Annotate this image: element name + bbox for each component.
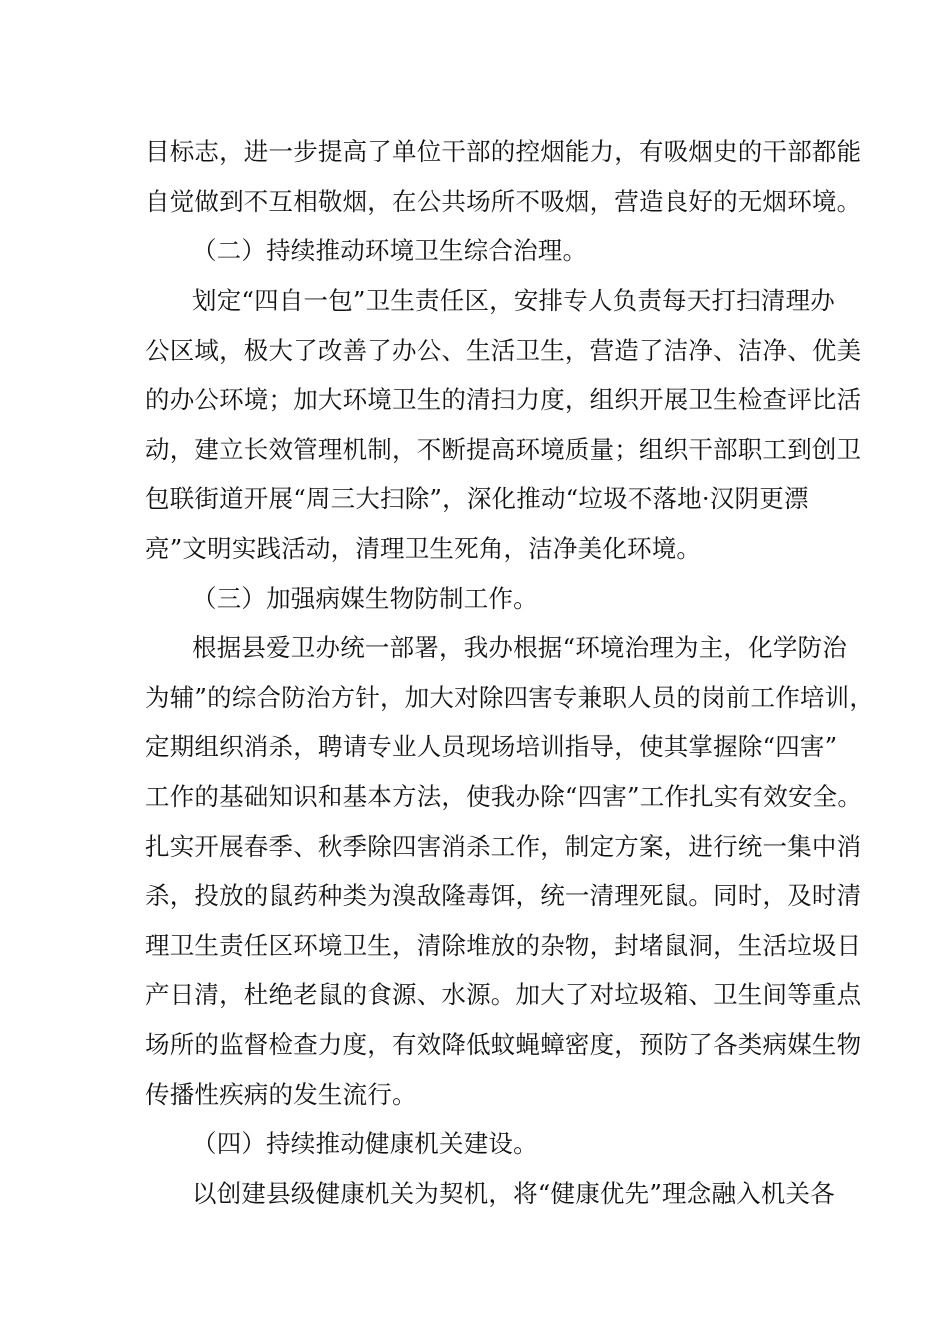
body-text-line: 场所的监督检查力度，有效降低蚊蝇蟑密度，预防了各类病媒生物 [145,1030,862,1059]
body-text-line: 包联街道开展“周三大扫除”，深化推动“垃圾不落地·汉阴更漂 [145,484,809,513]
body-text-line: 根据县爱卫办统一部署，我办根据“环境治理为主，化学防治 [192,633,847,662]
body-text-line: 划定“四自一包”卫生责任区，安排专人负责每天打扫清理办 [192,286,835,315]
body-text-line: 自觉做到不互相敬烟，在公共场所不吸烟，营造良好的无烟环境。 [145,187,862,216]
body-text-line: 的办公环境；加大环境卫生的清扫力度，组织开展卫生检查评比活 [145,385,862,414]
body-text-line: 公区域，极大了改善了办公、生活卫生，营造了洁净、洁净、优美 [145,336,862,365]
body-text-line: 亮”文明实践活动，清理卫生死角，洁净美化环境。 [145,534,702,563]
body-text-line: 为辅”的综合防治方针，加大对除四害专兼职人员的岗前工作培训， [145,683,875,712]
body-text-line: 扎实开展春季、秋季除四害消杀工作，制定方案，进行统一集中消 [145,832,862,861]
body-text-line: 杀，投放的鼠药种类为溴敌隆毒饵，统一清理死鼠。同时，及时清 [145,881,862,910]
section-heading-2: （二）持续推动环境卫生综合治理。 [192,236,588,265]
body-text-line: 以创建县级健康机关为契机，将“健康优先”理念融入机关各 [192,1179,835,1208]
body-text-line: 工作的基础知识和基本方法，使我办除“四害”工作扎实有效安全。 [145,782,863,811]
body-text-line: 产日清，杜绝老鼠的食源、水源。加大了对垃圾箱、卫生间等重点 [145,980,862,1009]
body-text-line: 定期组织消杀，聘请专业人员现场培训指导，使其掌握除“四害” [145,732,838,761]
body-text-line: 理卫生责任区环境卫生，清除堆放的杂物，封堵鼠洞，生活垃圾日 [145,931,862,960]
section-heading-3: （三）加强病媒生物防制工作。 [192,584,538,613]
body-text-line: 动，建立长效管理机制，不断提高环境质量；组织干部职工到创卫 [145,435,862,464]
body-text-line: 传播性疾病的发生流行。 [145,1080,417,1109]
section-heading-4: （四）持续推动健康机关建设。 [192,1129,538,1158]
body-text-line: 目标志，进一步提高了单位干部的控烟能力，有吸烟史的干部都能 [145,137,862,166]
